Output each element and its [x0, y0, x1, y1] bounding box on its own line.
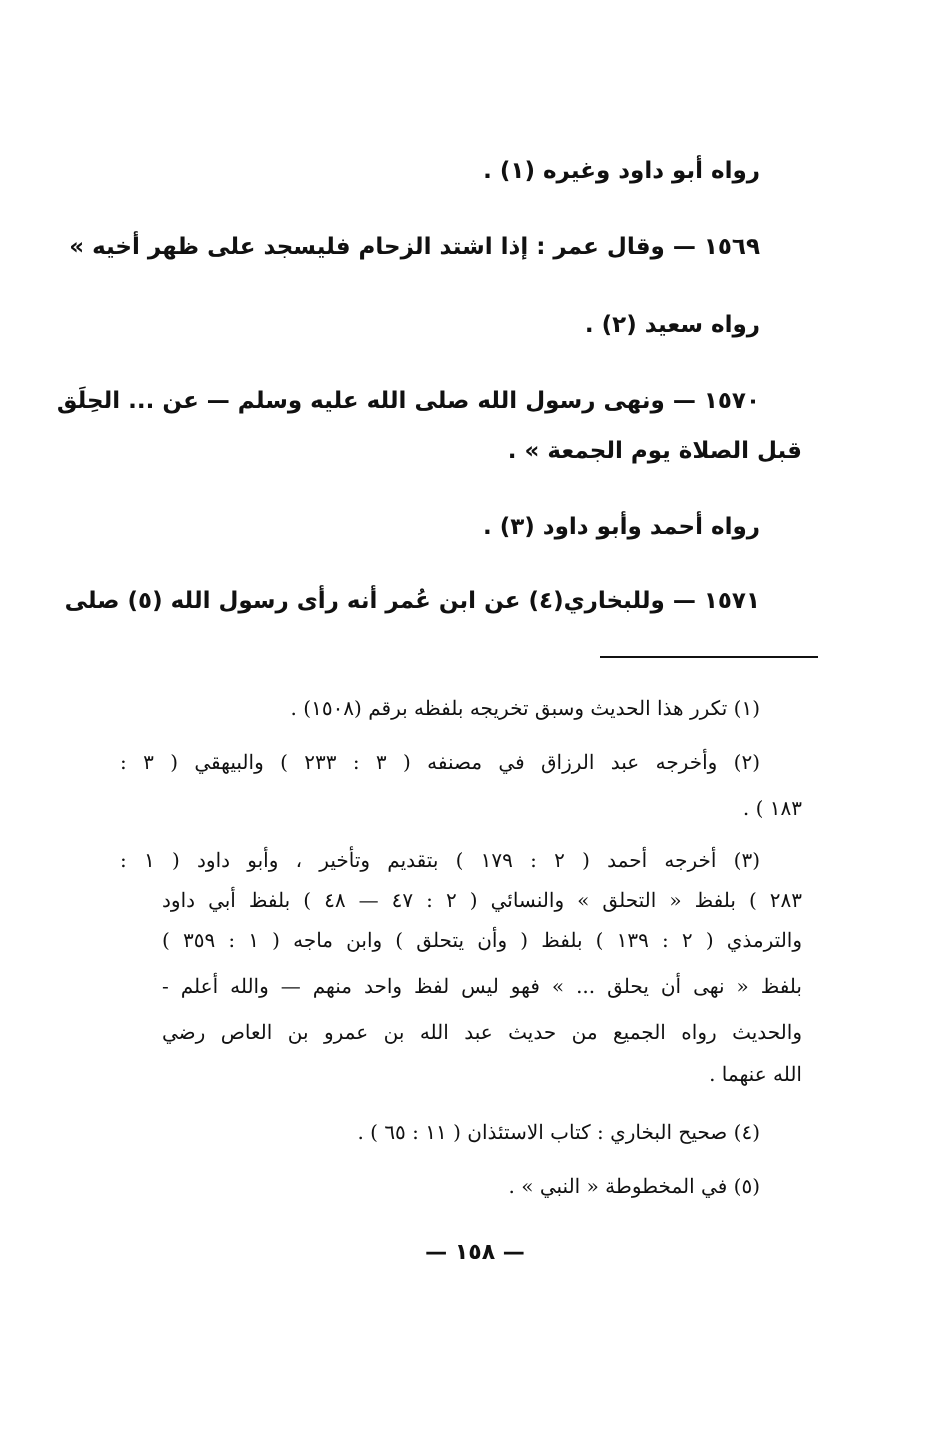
text-line: قبل الصلاة يوم الجمعة » .: [507, 438, 802, 464]
text-line: رواه سعيد (٢) .: [584, 312, 760, 338]
footnote-2: (٢) وأخرجه عبد الرزاق في مصنفه ( ٣ : ٢٣٣ ) والبيهقي ( ٣ :: [120, 750, 761, 774]
footnote-3-cont: ٢٨٣ ) بلفظ « التحلق » والنسائي ( ٢ : ٤٧ — ٤٨ ) بلفظ أبي داود: [162, 888, 803, 912]
footnote-4: (٤) صحيح البخاري : كتاب الاستئذان ( ١١ : ٦٥ ) .: [357, 1120, 760, 1144]
footnote-3: (٣) أخرجه أحمد ( ٢ : ١٧٩ ) بتقديم وتأخير ، وأبو داود ( ١ :: [120, 848, 761, 872]
footnote-3-cont: الله عنهما .: [709, 1062, 802, 1086]
footnote-separator: [600, 656, 818, 658]
text-line: رواه أحمد وأبو داود (٣) .: [482, 514, 760, 540]
footnote-5: (٥) في المخطوطة « النبي » .: [508, 1174, 760, 1198]
page-number: — ١٥٨ —: [425, 1240, 525, 1265]
hadith-1571: ١٥٧١ — وللبخاري(٤) عن ابن عُمر أنه رأى رسول الله (٥) صلى: [64, 588, 760, 614]
footnote-3-cont: والحديث رواه الجميع من حديث عبد الله بن عمرو بن العاص رضي: [162, 1020, 802, 1044]
text-line: رواه أبو داود وغيره (١) .: [483, 158, 760, 184]
hadith-1569: ١٥٦٩ — وقال عمر : إذا اشتد الزحام فليسجد على ظهر أخيه »: [69, 234, 760, 260]
footnote-1: (١) تكرر هذا الحديث وسبق تخريجه بلفظه برقم (١٥٠٨) .: [290, 696, 760, 720]
footnote-3-cont: والترمذي ( ٢ : ١٣٩ ) بلفظ ( وأن يتحلق ) وابن ماجه ( ١ : ٣٥٩ ): [162, 928, 803, 952]
hadith-1570: ١٥٧٠ — ونهى رسول الله صلى الله عليه وسلم — عن ... الحِلَق: [56, 388, 760, 414]
footnote-3-cont: بلفظ « نهى أن يحلق ... » فهو ليس لفظ واحد منهم — والله أعلم -: [162, 974, 802, 998]
footnote-2-cont: ١٨٣ ) .: [742, 796, 802, 820]
